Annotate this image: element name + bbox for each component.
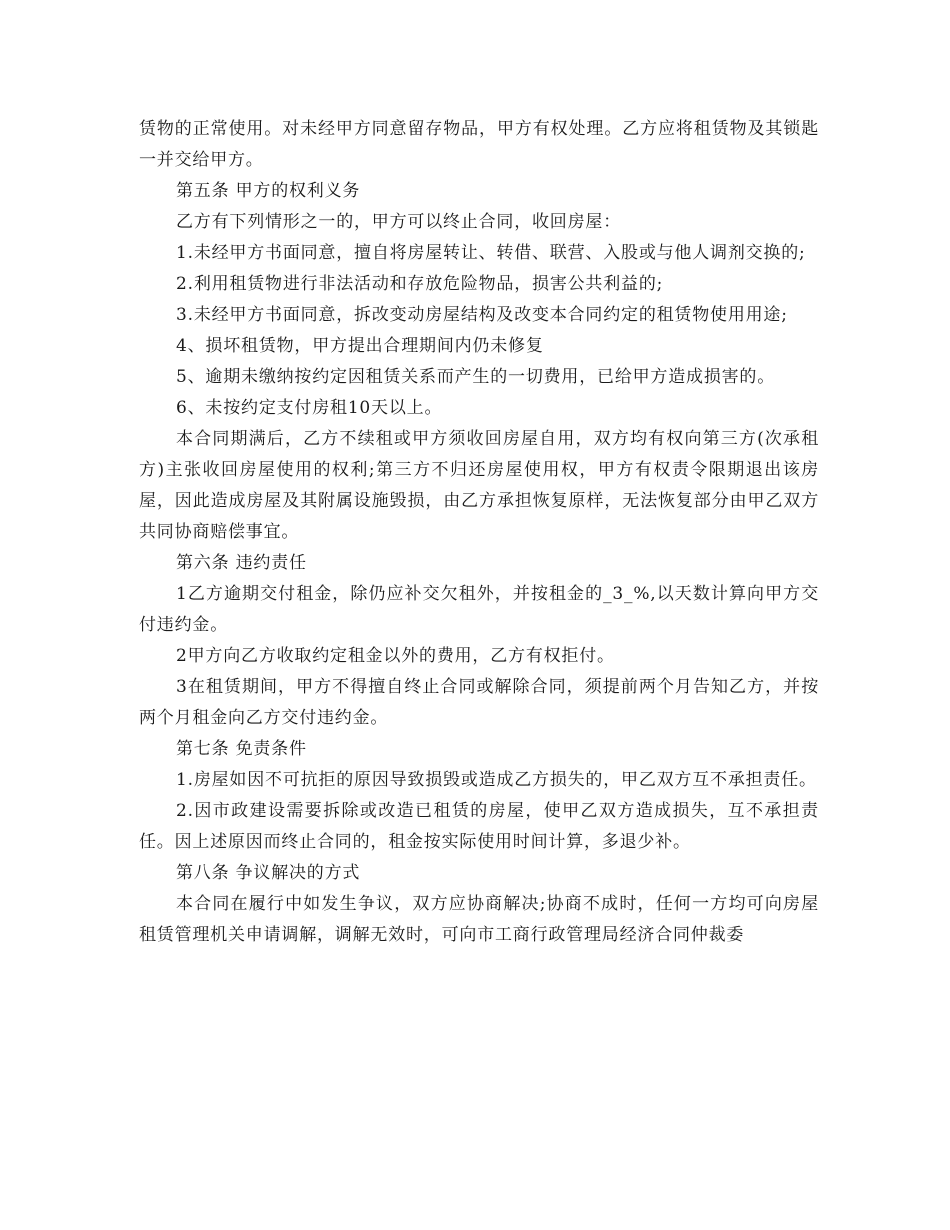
article-7-item-2: 2.因市政建设需要拆除或改造已租赁的房屋，使甲乙双方造成损失，互不承担责任。因上述原因而终止合同的，租金按实际使用时间计算，多退少补。 <box>139 801 819 852</box>
article-6-item-1: 1乙方逾期交付租金，除仍应补交欠租外，并按租金的_3_%,以天数计算向甲方交付违约金。 <box>139 584 819 635</box>
article-5-item-6: 6、未按约定支付房租10天以上。 <box>176 398 443 418</box>
article-8-heading: 第八条 争议解决的方式 <box>176 863 361 883</box>
article-7-item-1: 1.房屋如因不可抗拒的原因导致损毁或造成乙方损失的，甲乙双方互不承担责任。 <box>176 770 817 790</box>
article-5-item-4: 4、损坏租赁物，甲方提出合理期间内仍未修复 <box>176 336 544 356</box>
article-5-expiry-paragraph: 本合同期满后，乙方不续租或甲方须收回房屋自用，双方均有权向第三方(次承租方)主张收回房屋使用的权利;第三方不归还房屋使用权，甲方有权责令限期退出该房屋，因此造成房屋及其附属设施毁损，由乙方承担恢复原样，无法恢复部分由甲乙双方共同协商赔偿事宜。 <box>139 429 819 542</box>
article-5-item-3: 3.未经甲方书面同意，拆改变动房屋结构及改变本合同约定的租赁物使用用途; <box>176 305 788 325</box>
article-8-paragraph: 本合同在履行中如发生争议，双方应协商解决;协商不成时，任何一方均可向房屋租赁管理机关申请调解，调解无效时，可向市工商行政管理局经济合同仲裁委 <box>139 894 819 945</box>
paragraph-continuation: 赁物的正常使用。对未经甲方同意留存物品，甲方有权处理。乙方应将租赁物及其锁匙一并交给甲方。 <box>139 119 819 170</box>
article-7-heading: 第七条 免责条件 <box>176 739 307 759</box>
article-6-item-3: 3在租赁期间，甲方不得擅自终止合同或解除合同，须提前两个月告知乙方，并按两个月租金向乙方交付违约金。 <box>139 677 819 728</box>
article-5-item-5: 5、逾期未缴纳按约定因租赁关系而产生的一切费用，已给甲方造成损害的。 <box>176 367 776 387</box>
document-body <box>139 114 819 951</box>
article-6-heading: 第六条 违约责任 <box>176 553 307 573</box>
article-5-item-1: 1.未经甲方书面同意，擅自将房屋转让、转借、联营、入股或与他人调剂交换的; <box>176 243 806 263</box>
article-6-item-2: 2甲方向乙方收取约定租金以外的费用，乙方有权拒付。 <box>176 646 615 666</box>
article-5-intro: 乙方有下列情形之一的，甲方可以终止合同，收回房屋： <box>176 212 621 232</box>
article-5-item-2: 2.利用租赁物进行非法活动和存放危险物品，损害公共利益的; <box>176 274 664 294</box>
article-5-heading: 第五条 甲方的权利义务 <box>176 181 361 201</box>
